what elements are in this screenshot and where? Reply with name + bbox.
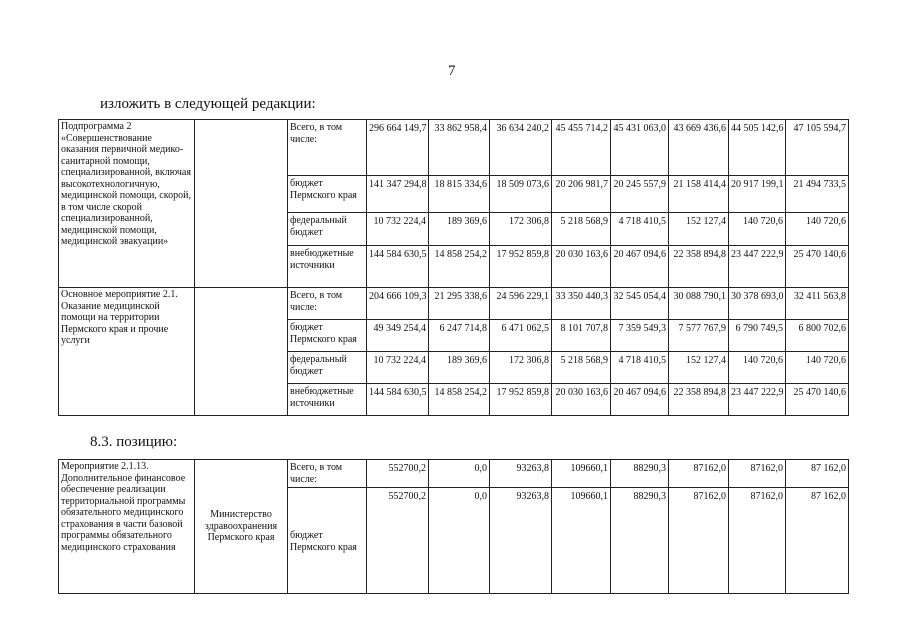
executor-cell xyxy=(195,120,288,288)
amount-cell: 22 358 894,8 xyxy=(669,246,729,288)
amount-cell: 109660,1 xyxy=(552,460,611,488)
amount-cell: 0,0 xyxy=(429,488,490,594)
funding-source-cell: Всего, в том числе: xyxy=(288,120,367,176)
table-row xyxy=(59,120,849,176)
amount-cell: 49 349 254,4 xyxy=(367,320,429,352)
funding-source-cell: Всего, в том числе: xyxy=(288,288,367,320)
amount-cell: 7 359 549,3 xyxy=(611,320,669,352)
activity-name-cell: Мероприятие 2.1.13. Дополнительное финансовое обеспечение реализации территориальной программы обязательного медицинского страхования в части базовой программы обязательного медицинского страхования xyxy=(59,460,195,594)
amount-cell: 152 127,4 xyxy=(669,352,729,384)
amount-cell: 33 862 958,4 xyxy=(429,120,490,176)
amount-cell: 0,0 xyxy=(429,460,490,488)
amount-cell: 140 720,6 xyxy=(786,352,849,384)
program-name-cell: Подпрограмма 2 «Совершенствование оказания первичной медико-санитарной помощи, специализированной, включая высокотехнологичную, медицинской помощи, скорой, в том числе скорой специализированной, медицинской помощи, медицинской эвакуации» xyxy=(59,120,195,288)
funding-source-cell: бюджет Пермского края xyxy=(288,488,367,594)
funding-source-cell: бюджет Пермского края xyxy=(288,320,367,352)
amount-cell: 144 584 630,5 xyxy=(367,246,429,288)
funding-source-cell: федеральный бюджет xyxy=(288,213,367,246)
amount-cell: 140 720,6 xyxy=(786,213,849,246)
amount-cell: 140 720,6 xyxy=(729,352,786,384)
amount-cell: 4 718 410,5 xyxy=(611,213,669,246)
amount-cell: 140 720,6 xyxy=(729,213,786,246)
amount-cell: 14 858 254,2 xyxy=(429,246,490,288)
amount-cell: 8 101 707,8 xyxy=(552,320,611,352)
amount-cell: 93263,8 xyxy=(490,460,552,488)
amount-cell: 18 509 073,6 xyxy=(490,176,552,213)
activity-table xyxy=(58,459,849,594)
amount-cell: 5 218 568,9 xyxy=(552,352,611,384)
amount-cell: 47 105 594,7 xyxy=(786,120,849,176)
executor-cell: Министерство здравоохранения Пермского края xyxy=(195,460,288,594)
amount-cell: 152 127,4 xyxy=(669,213,729,246)
amount-cell: 18 815 334,6 xyxy=(429,176,490,213)
amount-cell: 20 206 981,7 xyxy=(552,176,611,213)
amount-cell: 44 505 142,6 xyxy=(729,120,786,176)
amount-cell: 87162,0 xyxy=(729,460,786,488)
amount-cell: 552700,2 xyxy=(367,488,429,594)
amount-cell: 109660,1 xyxy=(552,488,611,594)
funding-source-cell: бюджет Пермского края xyxy=(288,176,367,213)
amount-cell: 22 358 894,8 xyxy=(669,384,729,416)
funding-source-cell: внебюджетные источники xyxy=(288,384,367,416)
amount-cell: 6 471 062,5 xyxy=(490,320,552,352)
amount-cell: 6 790 749,5 xyxy=(729,320,786,352)
amount-cell: 21 295 338,6 xyxy=(429,288,490,320)
amount-cell: 30 378 693,0 xyxy=(729,288,786,320)
amount-cell: 25 470 140,6 xyxy=(786,384,849,416)
intro-text: изложить в следующей редакции: xyxy=(100,96,316,112)
amount-cell: 5 218 568,9 xyxy=(552,213,611,246)
amount-cell: 14 858 254,2 xyxy=(429,384,490,416)
amount-cell: 10 732 224,4 xyxy=(367,352,429,384)
amount-cell: 23 447 222,9 xyxy=(729,384,786,416)
amount-cell: 87162,0 xyxy=(669,488,729,594)
amount-cell: 87 162,0 xyxy=(786,460,849,488)
amount-cell: 23 447 222,9 xyxy=(729,246,786,288)
amount-cell: 20 245 557,9 xyxy=(611,176,669,213)
amount-cell: 144 584 630,5 xyxy=(367,384,429,416)
amount-cell: 25 470 140,6 xyxy=(786,246,849,288)
amount-cell: 87 162,0 xyxy=(786,488,849,594)
amount-cell: 43 669 436,6 xyxy=(669,120,729,176)
amount-cell: 30 088 790,1 xyxy=(669,288,729,320)
amount-cell: 20 917 199,1 xyxy=(729,176,786,213)
amount-cell: 32 545 054,4 xyxy=(611,288,669,320)
amount-cell: 87162,0 xyxy=(729,488,786,594)
amount-cell: 45 455 714,2 xyxy=(552,120,611,176)
amount-cell: 296 664 149,7 xyxy=(367,120,429,176)
amount-cell: 204 666 109,3 xyxy=(367,288,429,320)
amount-cell: 4 718 410,5 xyxy=(611,352,669,384)
page-number: 7 xyxy=(448,63,456,79)
amount-cell: 6 247 714,8 xyxy=(429,320,490,352)
amount-cell: 172 306,8 xyxy=(490,352,552,384)
amount-cell: 141 347 294,8 xyxy=(367,176,429,213)
funding-source-cell: Всего, в том числе: xyxy=(288,460,367,488)
amount-cell: 21 158 414,4 xyxy=(669,176,729,213)
amount-cell: 21 494 733,5 xyxy=(786,176,849,213)
funding-source-cell: внебюджетные источники xyxy=(288,246,367,288)
amount-cell: 20 030 163,6 xyxy=(552,384,611,416)
amount-cell: 552700,2 xyxy=(367,460,429,488)
amount-cell: 172 306,8 xyxy=(490,213,552,246)
amount-cell: 88290,3 xyxy=(611,488,669,594)
section-title: 8.3. позицию: xyxy=(90,434,178,450)
amount-cell: 93263,8 xyxy=(490,488,552,594)
amount-cell: 33 350 440,3 xyxy=(552,288,611,320)
amount-cell: 88290,3 xyxy=(611,460,669,488)
amount-cell: 17 952 859,8 xyxy=(490,384,552,416)
amount-cell: 20 467 094,6 xyxy=(611,246,669,288)
amount-cell: 189 369,6 xyxy=(429,213,490,246)
amount-cell: 24 596 229,1 xyxy=(490,288,552,320)
table-row xyxy=(59,288,849,320)
amount-cell: 45 431 063,0 xyxy=(611,120,669,176)
program-name-cell: Основное мероприятие 2.1. Оказание медицинской помощи на территории Пермского края и прочие услуги xyxy=(59,288,195,416)
amount-cell: 17 952 859,8 xyxy=(490,246,552,288)
amount-cell: 189 369,6 xyxy=(429,352,490,384)
executor-cell xyxy=(195,288,288,416)
amount-cell: 7 577 767,9 xyxy=(669,320,729,352)
program-table xyxy=(58,119,849,416)
funding-source-cell: федеральный бюджет xyxy=(288,352,367,384)
table-row xyxy=(59,460,849,488)
amount-cell: 10 732 224,4 xyxy=(367,213,429,246)
amount-cell: 87162,0 xyxy=(669,460,729,488)
amount-cell: 36 634 240,2 xyxy=(490,120,552,176)
amount-cell: 20 467 094,6 xyxy=(611,384,669,416)
amount-cell: 20 030 163,6 xyxy=(552,246,611,288)
amount-cell: 6 800 702,6 xyxy=(786,320,849,352)
amount-cell: 32 411 563,8 xyxy=(786,288,849,320)
